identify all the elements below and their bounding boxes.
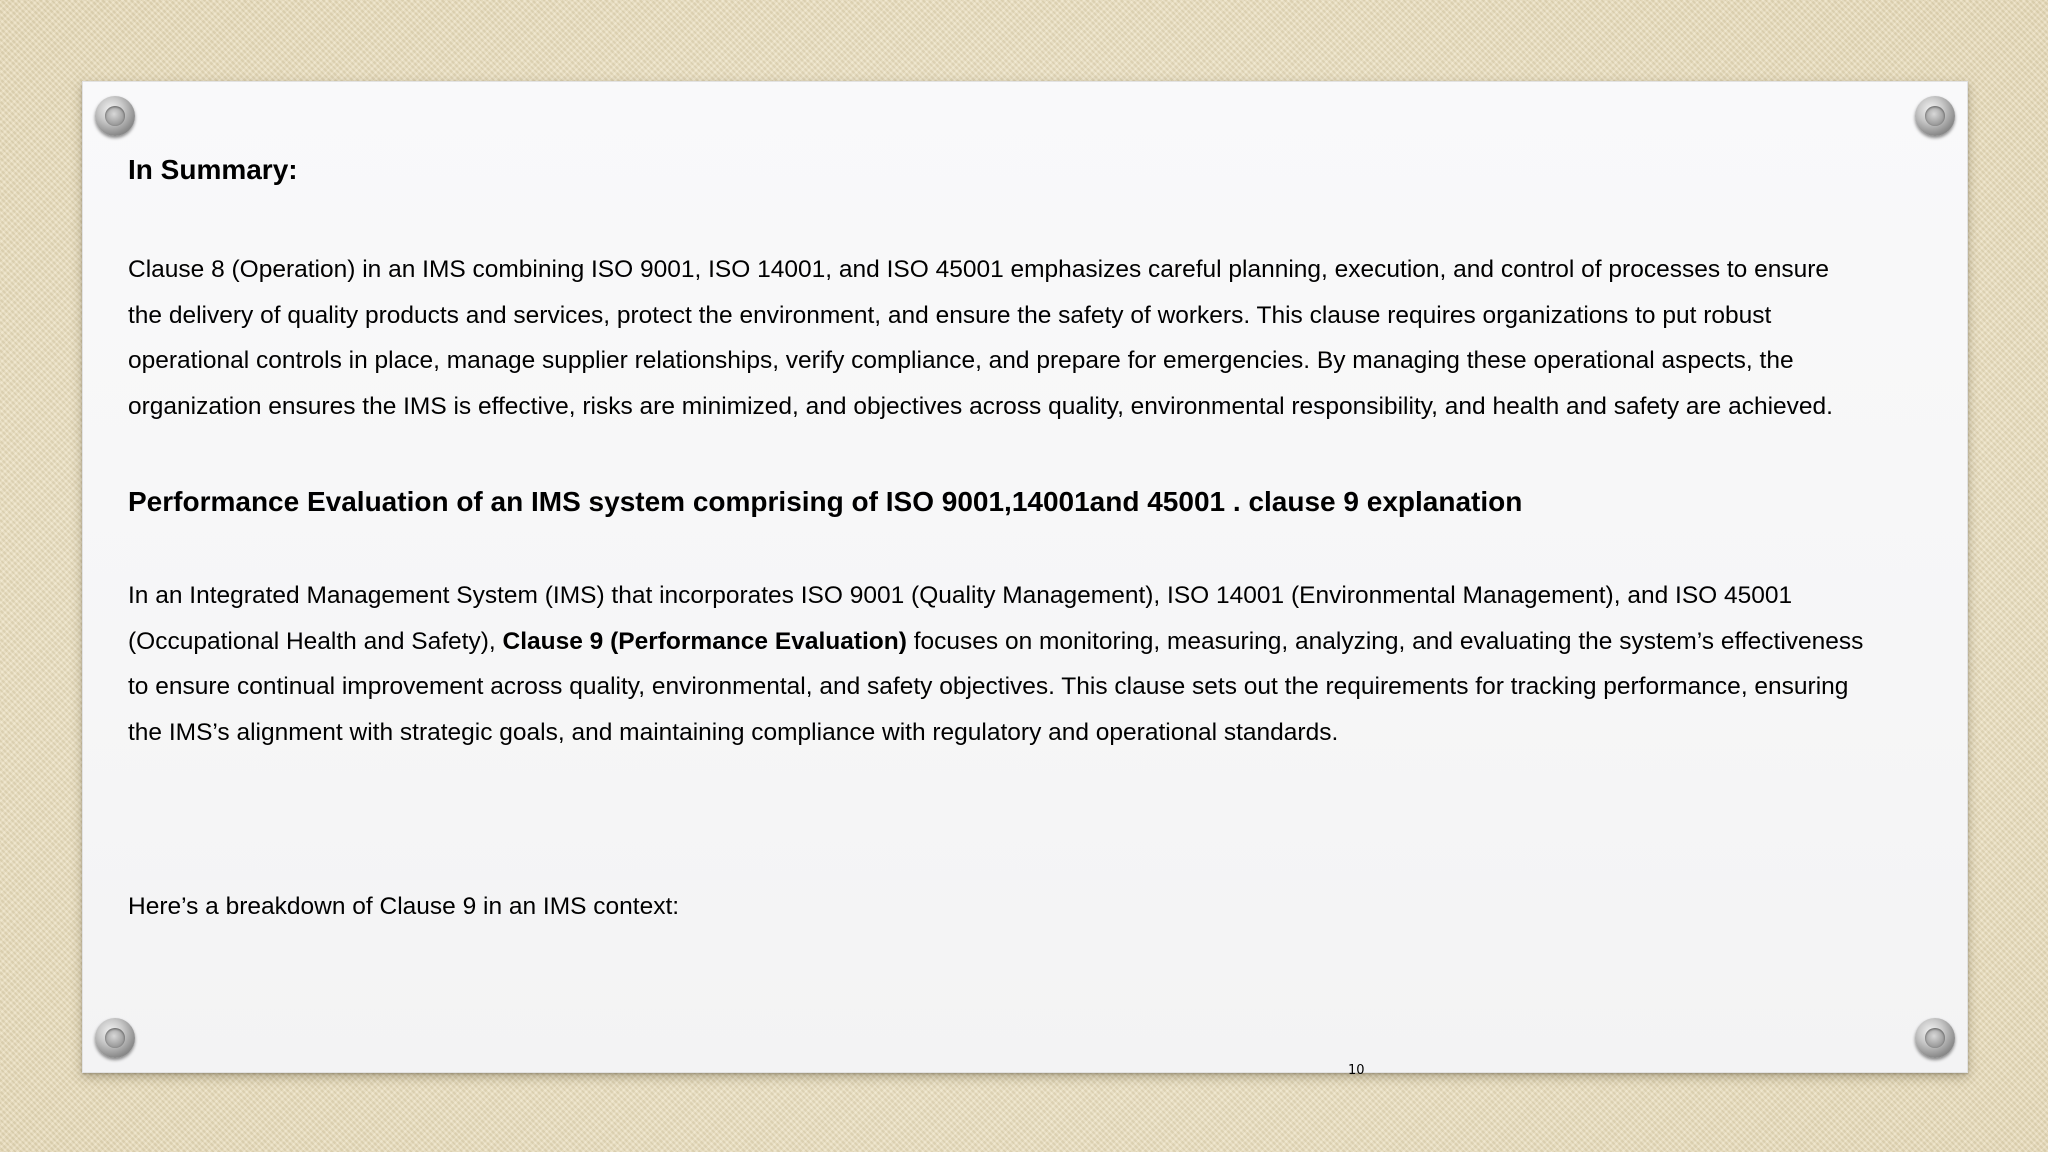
summary-line: organization ensures the IMS is effective, risks are minimized, and objectives across quality, environmental responsibility, and health and safety are achieved. [128, 393, 1833, 421]
summary-line: Clause 8 (Operation) in an IMS combining ISO 9001, ISO 14001, and ISO 45001 emphasizes careful planning, execution, and control of processes to ensure [128, 256, 1830, 283]
performance-line: to ensure continual improvement across quality, environmental, and safety objectives. This clause sets out the requirements for tracking performance, ensuring [128, 673, 1849, 701]
rivet-icon [1915, 96, 1955, 136]
rivet-icon [1915, 1018, 1955, 1058]
performance-line: In an Integrated Management System (IMS) that incorporates ISO 9001 (Quality Management), ISO 14001 (Environmental Management), and ISO 45001 [128, 582, 1793, 609]
rivet-icon [95, 1018, 135, 1058]
performance-line [128, 619, 1958, 665]
breakdown-line: Here’s a breakdown of Clause 9 in an IMS context: [128, 893, 680, 920]
summary-line: operational controls in place, manage supplier relationships, verify compliance, and prepare for emergencies. By managing these operational aspects, the [128, 347, 1794, 375]
summary-paragraph [128, 247, 1958, 430]
performance-line: the IMS’s alignment with strategic goals, and maintaining compliance with regulatory and operational standards. [128, 719, 1339, 747]
performance-heading: Performance Evaluation of an IMS system comprising of ISO 9001,14001and 45001 . clause 9 explanation [128, 486, 1523, 517]
page-number: 10 [1348, 1063, 1365, 1078]
rivet-icon [95, 96, 135, 136]
clause-9-emphasis: Clause 9 (Performance Evaluation) [502, 627, 907, 655]
performance-line-text: (Occupational Health and Safety), [128, 627, 503, 655]
summary-heading: In Summary: [128, 154, 298, 185]
summary-line: the delivery of quality products and services, protect the environment, and ensure the safety of workers. This clause requires organizations to put robust [128, 301, 1772, 329]
breakdown-intro [128, 884, 1958, 930]
performance-paragraph [128, 573, 1958, 756]
paper-sheet [82, 81, 1968, 1073]
performance-line-text: focuses on monitoring, measuring, analyzing, and evaluating the system’s effectiveness [906, 627, 1864, 655]
